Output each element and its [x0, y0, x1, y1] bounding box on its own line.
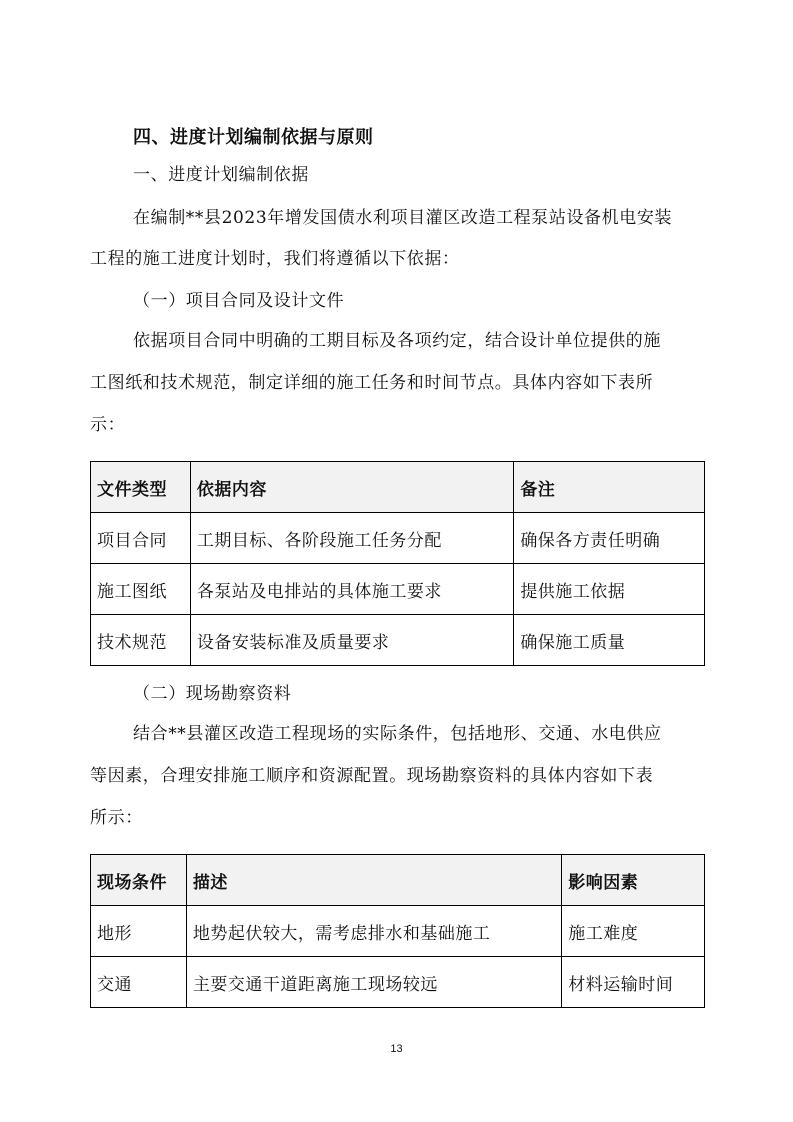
section-heading: 四、进度计划编制依据与原则	[133, 127, 374, 148]
table-header-cell: 描述	[186, 855, 561, 906]
section1-para-line-3: 示：	[90, 415, 126, 435]
table-cell: 确保各方责任明确	[514, 513, 705, 564]
intro-line-2: 工程的施工进度计划时，我们将遵循以下依据：	[90, 249, 460, 269]
table-row	[91, 906, 705, 957]
table-cell: 施工图纸	[91, 564, 191, 615]
basis-table	[90, 461, 705, 666]
table-cell: 设备安装标准及质量要求	[190, 615, 513, 666]
table-header-cell: 文件类型	[91, 462, 191, 513]
table-cell: 技术规范	[91, 615, 191, 666]
table-row	[91, 615, 705, 666]
section1-para-line-1: 依据项目合同中明确的工期目标及各项约定，结合设计单位提供的施	[133, 331, 661, 351]
subheading: 一、进度计划编制依据	[133, 165, 309, 185]
table-header-cell: 备注	[514, 462, 705, 513]
table-header-row	[91, 462, 705, 513]
table-cell: 交通	[91, 957, 187, 1008]
table-header-cell: 现场条件	[91, 855, 187, 906]
table-cell: 施工难度	[562, 906, 705, 957]
section2-para-line-2: 等因素，合理安排施工顺序和资源配置。现场勘察资料的具体内容如下表	[90, 766, 654, 786]
section1-title: （一）项目合同及设计文件	[133, 291, 345, 311]
table-cell: 主要交通干道距离施工现场较远	[186, 957, 561, 1008]
section2-para-line-3: 所示：	[90, 808, 143, 828]
table-cell: 工期目标、各阶段施工任务分配	[190, 513, 513, 564]
table-cell: 材料运输时间	[562, 957, 705, 1008]
table-cell: 地形	[91, 906, 187, 957]
table-row	[91, 564, 705, 615]
table-cell: 确保施工质量	[514, 615, 705, 666]
section2-title: （二）现场勘察资料	[133, 684, 292, 704]
table-row	[91, 957, 705, 1008]
site-survey-table	[90, 854, 705, 1008]
table-cell: 地势起伏较大，需考虑排水和基础施工	[186, 906, 561, 957]
section1-para-line-2: 工图纸和技术规范，制定详细的施工任务和时间节点。具体内容如下表所	[90, 373, 654, 393]
intro-line-1: 在编制**县2023年增发国债水利项目灌区改造工程泵站设备机电安装	[133, 208, 673, 228]
table-cell: 提供施工依据	[514, 564, 705, 615]
table-header-cell: 影响因素	[562, 855, 705, 906]
table-header-row	[91, 855, 705, 906]
page-number: 13	[390, 1043, 403, 1055]
table-header-cell: 依据内容	[190, 462, 513, 513]
table-cell: 项目合同	[91, 513, 191, 564]
section2-para-line-1: 结合**县灌区改造工程现场的实际条件，包括地形、交通、水电供应	[133, 724, 662, 744]
table-row	[91, 513, 705, 564]
table-cell: 各泵站及电排站的具体施工要求	[190, 564, 513, 615]
